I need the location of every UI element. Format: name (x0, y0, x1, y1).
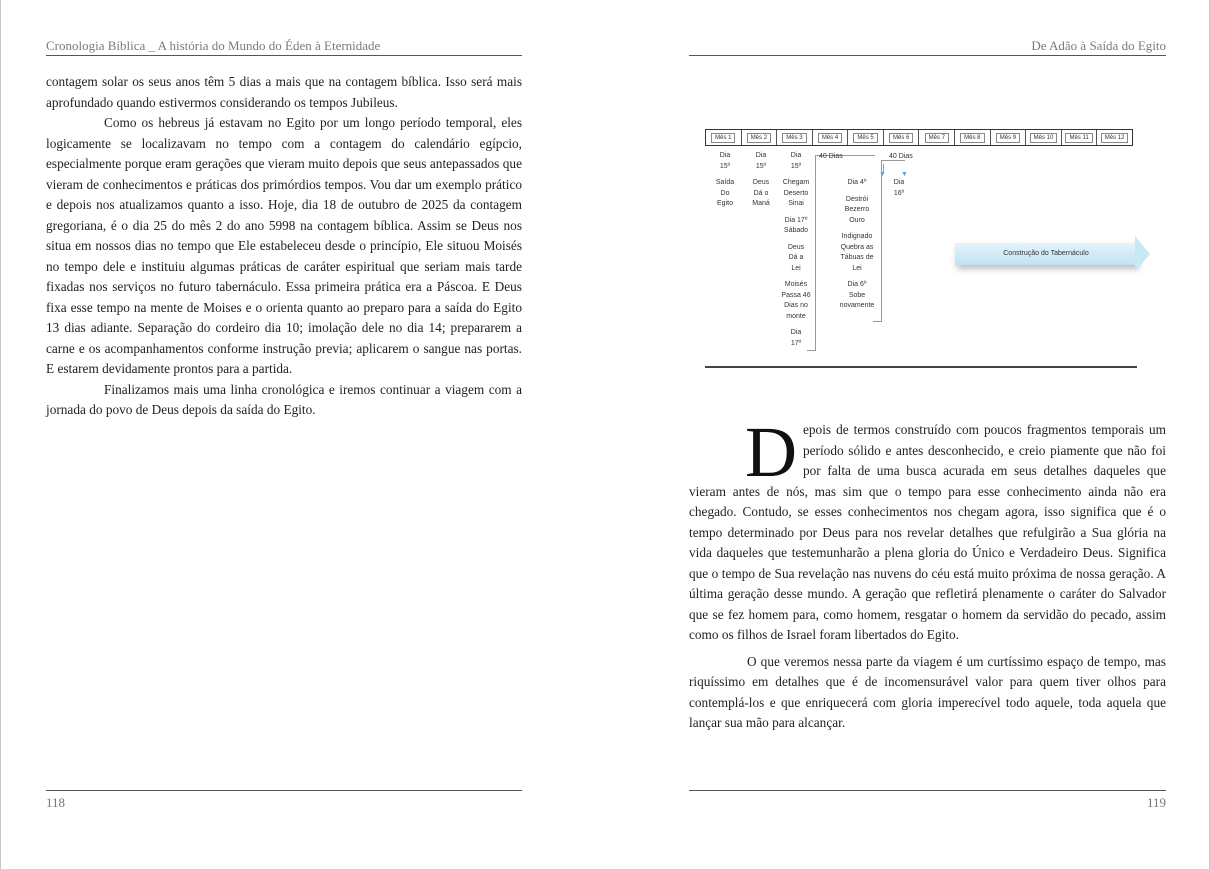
event-line: Do (720, 189, 730, 197)
month-label: Mês 6 (889, 133, 913, 143)
event-line: 15º (790, 162, 802, 170)
event-line: Dia 6º (847, 281, 867, 288)
timeline-figure (705, 120, 1137, 372)
month-label: Mês 10 (1030, 133, 1058, 143)
right-footer-rule (689, 790, 1166, 791)
month-label: Mês 12 (1101, 133, 1129, 143)
month-cell (848, 130, 884, 145)
month-cell (813, 130, 849, 145)
month-cell (919, 130, 955, 145)
event-line: Indignado (841, 233, 873, 240)
event-line: Dias no (784, 302, 808, 309)
event-line: 15º (755, 162, 767, 170)
left-page (46, 0, 522, 869)
event-line: Chegam (782, 179, 810, 186)
month-row (705, 129, 1133, 146)
month-label: Mês 9 (996, 133, 1020, 143)
event-line: Lei (852, 264, 862, 272)
event-line: 17º (790, 339, 802, 347)
event-line: monte (786, 312, 806, 320)
arrow-label: Construção do Tabernáculo (1003, 250, 1089, 257)
event-line: 15º (719, 162, 731, 170)
month-label: Mês 3 (782, 133, 806, 143)
down-arrow-icon: ▼ (879, 170, 886, 178)
col-mes1 (707, 151, 743, 210)
event-line: novamente (839, 302, 875, 309)
event-line: Sobe (848, 291, 866, 299)
span-line-1-foot (807, 350, 815, 351)
month-cell (777, 130, 813, 145)
event-line: Dá a (788, 254, 804, 261)
event-line: Dá o (753, 189, 769, 197)
month-cell (742, 130, 778, 145)
left-paragraph-2: Como os hebreus já estavam no Egito por um longo período temporal, eles logicamente se localizavam no tempo com a contagem do calendário egípcio, especialmente porque eram gerações que vieram muito depois que seus antepassados que vieram de conhecimentos e práticas dos primórdios tempos. Vou dar um exemplo prático e depois nos atualizamos quanto a isso. Hoje, dia 18 de outubro de 2025 da contagem gregoriana, é o dia 25 do mês 2 do ano 5998 na contagem bíblica. Assim se Deus nos situa em nossos dias no tempo que Ele estabeleceu desde o princípio, Ele situou Moisés no tempo dele e instituiu algumas práticas de caráter espiritual que seriam mais tarde fixadas nos serviços no futuro tabernáculo. Essa primeira prática era a Páscoa. E Deus fixa esse tempo na mente de Moises e o orienta quanto ao preparo para a saída do Egito 13 dias adiante. Separação do cordeiro dia 10; imolação dele no dia 14; prepararem a carne e os acompanhamentos conforme instrução previa; aplicarem o sangue nas portas. E estarem devidamente prontos para a partida. (46, 115, 522, 376)
event-line: Moisés (784, 281, 808, 288)
month-cell (955, 130, 991, 145)
month-cell (706, 130, 742, 145)
event-line: Saída (715, 179, 735, 186)
event-line: Deus (752, 179, 770, 186)
col-mes3 (778, 151, 814, 349)
span-label-1: 40 Dias (819, 153, 843, 160)
right-paragraph-2: O que veremos nessa parte da viagem é um curtíssimo espaço de tempo, mas riquíssimo em detalhes que é de incomensurável valor para quem tiver olhos para contemplá-los e que enriquecerá com gloria imperecível todo aquele, toda aquela que lançar sua mão para alcançar. (689, 653, 1166, 730)
event-line: Quebra as (840, 243, 874, 251)
month-cell (1062, 130, 1098, 145)
left-paragraph-3: Finalizamos mais uma linha cronológica e iremos continuar a viagem com a jornada do povo de Deus depois da saída do Egito. (46, 381, 522, 417)
month-cell (991, 130, 1027, 145)
event-line: Destrói (845, 195, 869, 203)
col-mes6 (887, 178, 911, 199)
event-line: Dia 4º (847, 179, 867, 186)
right-running-head: De Adão à Saída do Egito (689, 38, 1166, 56)
event-line: Dia (790, 329, 802, 336)
span-line-1-vertical (815, 155, 816, 351)
event-line: Dia (893, 179, 905, 186)
event-line: Deus (787, 243, 805, 251)
event-line: Maná (752, 200, 770, 207)
month-label: Mês 7 (925, 133, 949, 143)
event-line: Bezerro (844, 206, 870, 213)
right-page (689, 0, 1166, 869)
month-cell (1026, 130, 1062, 145)
right-paragraph-1 (689, 412, 1166, 646)
span-line-2 (881, 160, 905, 161)
event-line: Lei (791, 264, 801, 272)
month-label: Mês 11 (1065, 133, 1092, 143)
left-edge (0, 0, 1, 869)
month-cell (1097, 130, 1132, 145)
span-line-2-vertical (881, 160, 882, 322)
month-label: Mês 4 (818, 133, 842, 143)
left-paragraph-1: contagem solar os seus anos têm 5 dias a mais que na contagem bíblica. Isso será mais aprofundado quando estivermos considerando os tempos Jubileus. (46, 74, 522, 110)
down-arrow-icon: ▼ (901, 170, 908, 178)
event-line: Sinai (788, 200, 804, 207)
event-line: 16º (893, 189, 905, 197)
event-line: Dia (790, 152, 802, 159)
right-body (689, 412, 1166, 734)
span-label-2: 40 Dias (889, 153, 913, 160)
month-cell (884, 130, 920, 145)
event-line: Egito (717, 200, 733, 207)
event-line: Dia 17º (784, 216, 808, 224)
event-line: Tábuas de (840, 254, 874, 261)
left-body (46, 72, 522, 421)
left-footer-rule (46, 790, 522, 791)
left-running-head: Cronologia Bíblica _ A história do Mundo do Éden à Eternidade (46, 38, 522, 56)
right-page-number: 119 (1146, 795, 1166, 810)
event-line: Passa 46 (781, 291, 811, 299)
event-line: Ouro (849, 216, 865, 224)
month-label: Mês 5 (853, 133, 877, 143)
month-label: Mês 2 (747, 133, 771, 143)
drop-cap: D (745, 412, 797, 492)
event-line: Dia (719, 152, 731, 159)
span-line-2-foot (873, 321, 881, 322)
figure-base-rule (705, 366, 1137, 368)
col-mes5 (835, 178, 879, 312)
right-paragraph-1-text: epois de termos construído com poucos fragmentos temporais um período sólido e antes desconhecido, e creio piamente que não foi por falta de uma busca acurada em seus detalhes daqueles que vieram antes de nós, mas sim que o tempo para esse conhecimento ainda não era chegado. Contudo, se esses conhecimentos nos chegam agora, isso significa que é o tempo determinado por Deus para nos revelar detalhes que refulgirão a Sua glória na vida daqueles que testemunharão a plena gloria do Único e Verdadeiro Deus. Significa que o tempo de Sua revelação nas nuvens do céu está muito próxima de nossa geração. A última geração desse mundo. A geração que refletirá plenamente o caráter do Salvador que se fez homem para, como homem, resgatar o homem da servidão do pecado, assim como os filhos de Israel foram libertados do Egito. (689, 422, 1166, 642)
tabernacle-arrow (955, 236, 1150, 272)
month-label: Mês 8 (960, 133, 984, 143)
event-line: Sábado (783, 227, 809, 234)
month-label: Mês 1 (711, 133, 735, 143)
event-line: Dia (755, 152, 767, 159)
event-line: Deserto (783, 189, 809, 197)
arrow-head-icon (1135, 236, 1150, 272)
col-mes2 (743, 151, 779, 210)
left-page-number: 118 (46, 795, 66, 810)
